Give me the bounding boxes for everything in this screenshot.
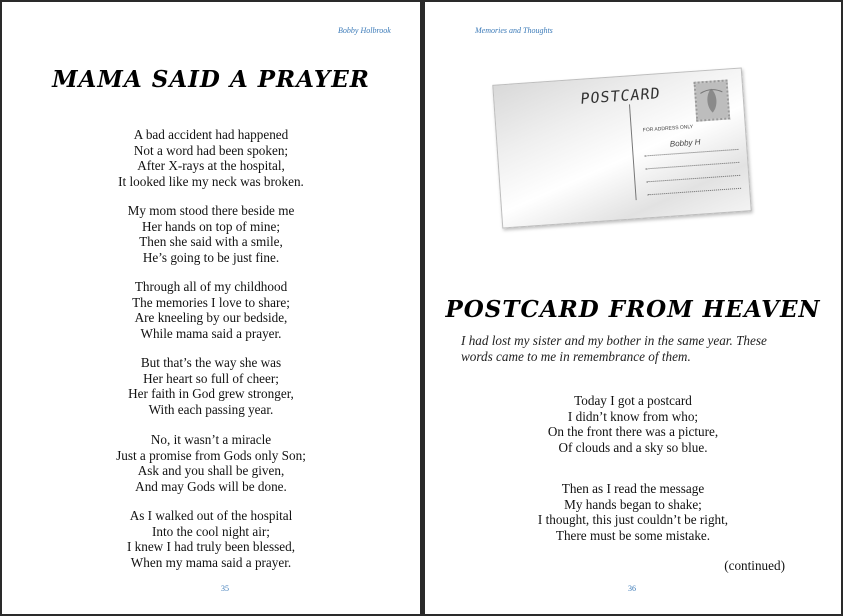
poem-intro: I had lost my sister and my bother in the same year. These words came to me in remembrance of them. [461,333,767,364]
poem-line: Today I got a postcard [574,393,692,408]
poem-line: Not a word had been spoken; [133,142,289,158]
poem-line: On the front there was a picture, [547,424,719,440]
postcard-image [497,76,759,236]
address-line [647,188,741,196]
poem-line: No, it wasn’t a miracle [150,432,272,447]
poem-line: I thought, this just couldn’t be right, [537,512,729,528]
page-number: 35 [221,584,229,593]
postcard-title: POSTCARD [579,84,662,108]
poem-line: I didn’t know from who; [567,408,699,424]
poem-line: With each passing year. [148,401,274,417]
stanza-3 [2,279,420,341]
running-header-author: Bobby Holbrook [338,26,391,35]
stanza-2 [425,481,841,543]
postcard-name: Bobby H [669,137,701,149]
stanza-4 [2,355,420,417]
address-label: FOR ADDRESS ONLY [642,123,694,134]
continued-label: (continued) [724,558,785,573]
poem-line: As I walked out of the hospital [129,508,293,523]
stanza-2 [2,203,420,265]
poem-line: My mom stood there beside me [127,203,295,218]
poem-line: But that’s the way she was [140,355,282,370]
stamp-icon [694,79,731,121]
poem-line: A bad accident had happened [133,127,289,142]
page-number: 36 [628,584,636,593]
poem-line: I knew I had truly been blessed, [126,539,296,555]
poem-line: Her heart so full of cheer; [143,370,279,386]
poem-line: Of clouds and a sky so blue. [558,439,708,455]
poem-line: My hands began to shake; [564,496,702,512]
poem-line: Into the cool night air; [152,523,270,539]
postcard-divider [629,104,637,200]
poem-line: Are kneeling by our bedside, [134,310,288,326]
poem-line: And may Gods will be done. [135,478,287,494]
postcard [492,67,751,228]
poem-line: Ask and you shall be given, [137,463,285,479]
poem-line: It looked like my neck was broken. [118,173,304,189]
poem-line: There must be some mistake. [555,527,711,543]
poem-line: Through all of my childhood [134,279,288,294]
poem-title: POSTCARD FROM HEAVEN [445,296,821,323]
stanza-5 [2,432,420,494]
poem-line: Then she said with a smile, [139,234,283,250]
poem-line: While mama said a prayer. [140,325,282,341]
poem-line: Then as I read the message [561,481,705,496]
running-header-book: Memories and Thoughts [475,26,553,35]
poem-line: Her hands on top of mine; [141,218,281,234]
poem-line: He’s going to be just fine. [142,249,280,265]
poem-title: MAMA SAID A PRAYER [52,66,370,93]
poem-line: When my mama said a prayer. [130,554,292,570]
address-line [645,149,739,157]
poem-line: After X-rays at the hospital, [137,158,285,174]
poem-line: The memories I love to share; [132,294,290,310]
stanza-6 [2,508,420,570]
stanza-1 [425,393,841,455]
poem-line: Her faith in God grew stronger, [128,386,294,402]
address-line [646,175,740,183]
poem-line: Just a promise from Gods only Son; [116,447,306,463]
stanza-1 [2,127,420,189]
address-line [645,162,739,170]
right-page [423,0,843,616]
